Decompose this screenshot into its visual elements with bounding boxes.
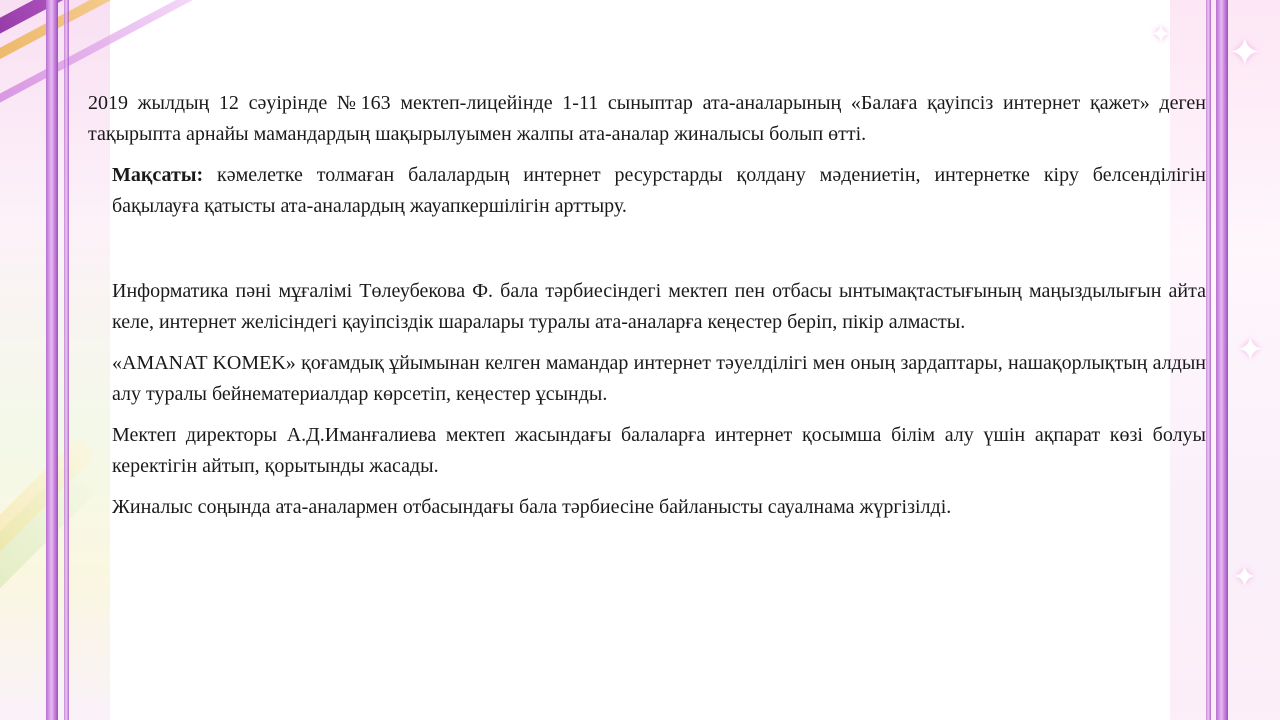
sparkle-icon: ✦: [1232, 560, 1258, 595]
sparkle-icon: ✦: [1150, 20, 1172, 50]
goal-label: Мақсаты:: [112, 164, 204, 186]
paragraph-intro: 2019 жылдың 12 сәуірінде №163 мектеп-лицейінде 1-11 сыныптар ата-аналарының «Балаға қауіпсіз интернет қажет» деген тақырыпта арнайы мамандардың шақырылуымен жалпы ата-аналар жиналысы болып өтті.: [88, 92, 1206, 145]
goal-text: кәмелетке толмаған балалардың интернет ресурстарды қолдану мәдениетін, интернетке кіру белсенділігін бақылауға қатысты ата-аналардың жауапкершілігін арттыру.: [112, 164, 1206, 217]
left-frame-bar: [46, 0, 58, 720]
left-frame-thin-bar: [64, 0, 69, 720]
paragraph-director: Мектеп директоры А.Д.Иманғалиева мектеп жасындағы балаларға интернет қосымша білім алу үшін ақпарат көзі болуы керектігін айтып, қорытынды жасады.: [112, 424, 1206, 477]
paragraph-informatics-teacher: Информатика пәні мұғалімі Төлеубекова Ф. бала тәрбиесіндегі мектеп пен отбасы ынтымақтастығының маңыздылығын айта келе, интернет желісіндегі қауіпсіздік шаралары туралы ата-аналарға кеңестер беріп, пікір алмасты.: [112, 280, 1206, 333]
paragraph-goal: [88, 160, 1206, 222]
right-frame-bar: [1216, 0, 1228, 720]
right-frame-thin-bar: [1206, 0, 1211, 720]
sparkle-icon: ✦: [1228, 30, 1262, 76]
sparkle-icon: ✦: [1236, 330, 1265, 370]
paragraph-amanat-komek: «AMANAT KOMEK» қоғамдық ұйымынан келген мамандар интернет тәуелділігі мен оның зардаптары, нашақорлықтың алдын алу туралы бейнематериалдар көрсетіп, кеңестер ұсынды.: [112, 352, 1206, 405]
slide-body: [88, 88, 1206, 533]
paragraph-survey: Жиналыс соңында ата-аналармен отбасындағы бала тәрбиесіне байланысты сауалнама жүргізілді.: [112, 496, 952, 518]
